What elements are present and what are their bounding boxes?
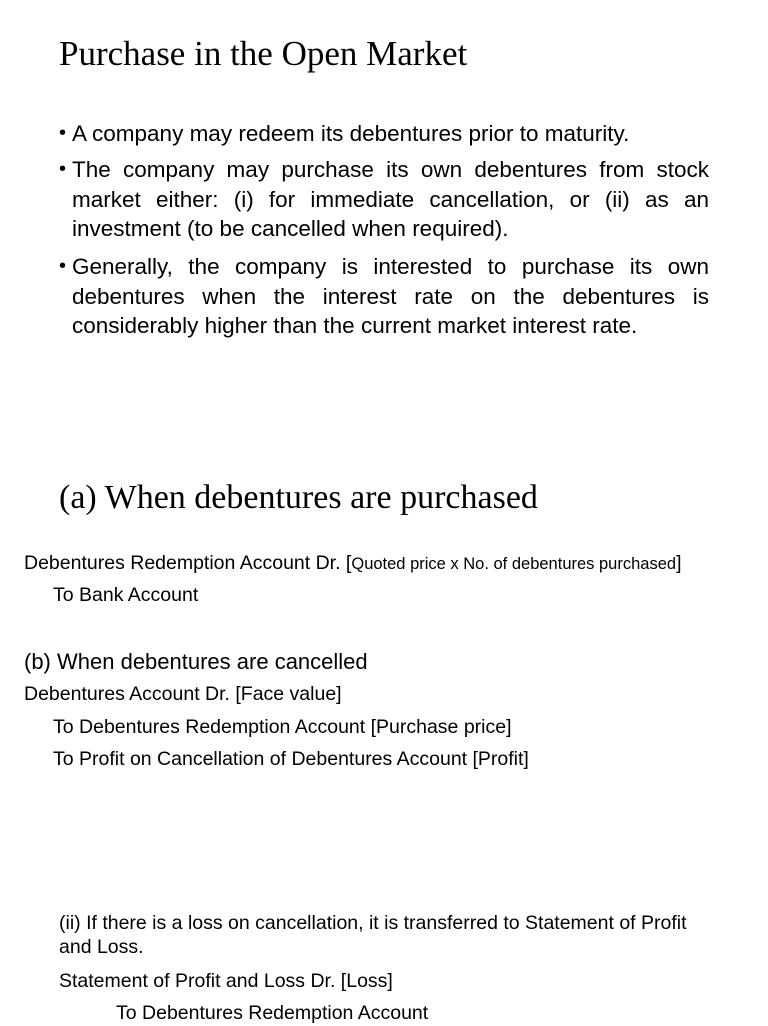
section-b-heading: (b) When debentures are cancelled [24, 649, 368, 674]
journal-entry-credit: To Debentures Redemption Account [116, 1002, 429, 1024]
section-a-heading: (a) When debentures are purchased [59, 479, 538, 516]
bullet-text: The company may purchase its own debentures from stock market either: (i) for immediate cancellation, or (ii) as an investment (to be cancelled when required). [72, 157, 709, 242]
journal-entry-credit: To Bank Account [53, 584, 199, 606]
journal-entry-debit: Statement of Profit and Loss Dr. [Loss] [59, 970, 393, 992]
bullet-dot: • [59, 255, 67, 277]
bullet-dot: • [59, 158, 67, 180]
bullet-text: Generally, the company is interested to purchase its own debentures when the interest rate on the debentures is considerably higher than the current market interest rate. [72, 254, 709, 339]
entry-note: Quoted price x No. of debentures purchased [351, 555, 677, 573]
bullet-item [59, 252, 709, 341]
journal-entry-debit: Debentures Account Dr. [Face value] [24, 683, 342, 705]
bullet-item [59, 155, 709, 244]
page-title: Purchase in the Open Market [59, 34, 468, 73]
journal-entry-credit: To Debentures Redemption Account [Purchase price] [53, 716, 512, 738]
bullet-text: A company may redeem its debentures prior to maturity. [72, 121, 630, 146]
entry-main: Debentures Redemption Account Dr. [ [24, 552, 352, 574]
loss-note: (ii) If there is a loss on cancellation, it is transferred to Statement of Profit and Loss. [59, 912, 687, 958]
bullet-item [59, 119, 709, 149]
bullet-dot: • [59, 122, 67, 144]
journal-entry-credit: To Profit on Cancellation of Debentures Account [Profit] [53, 748, 529, 770]
journal-entry-debit [24, 550, 681, 577]
entry-close: ] [676, 552, 682, 574]
